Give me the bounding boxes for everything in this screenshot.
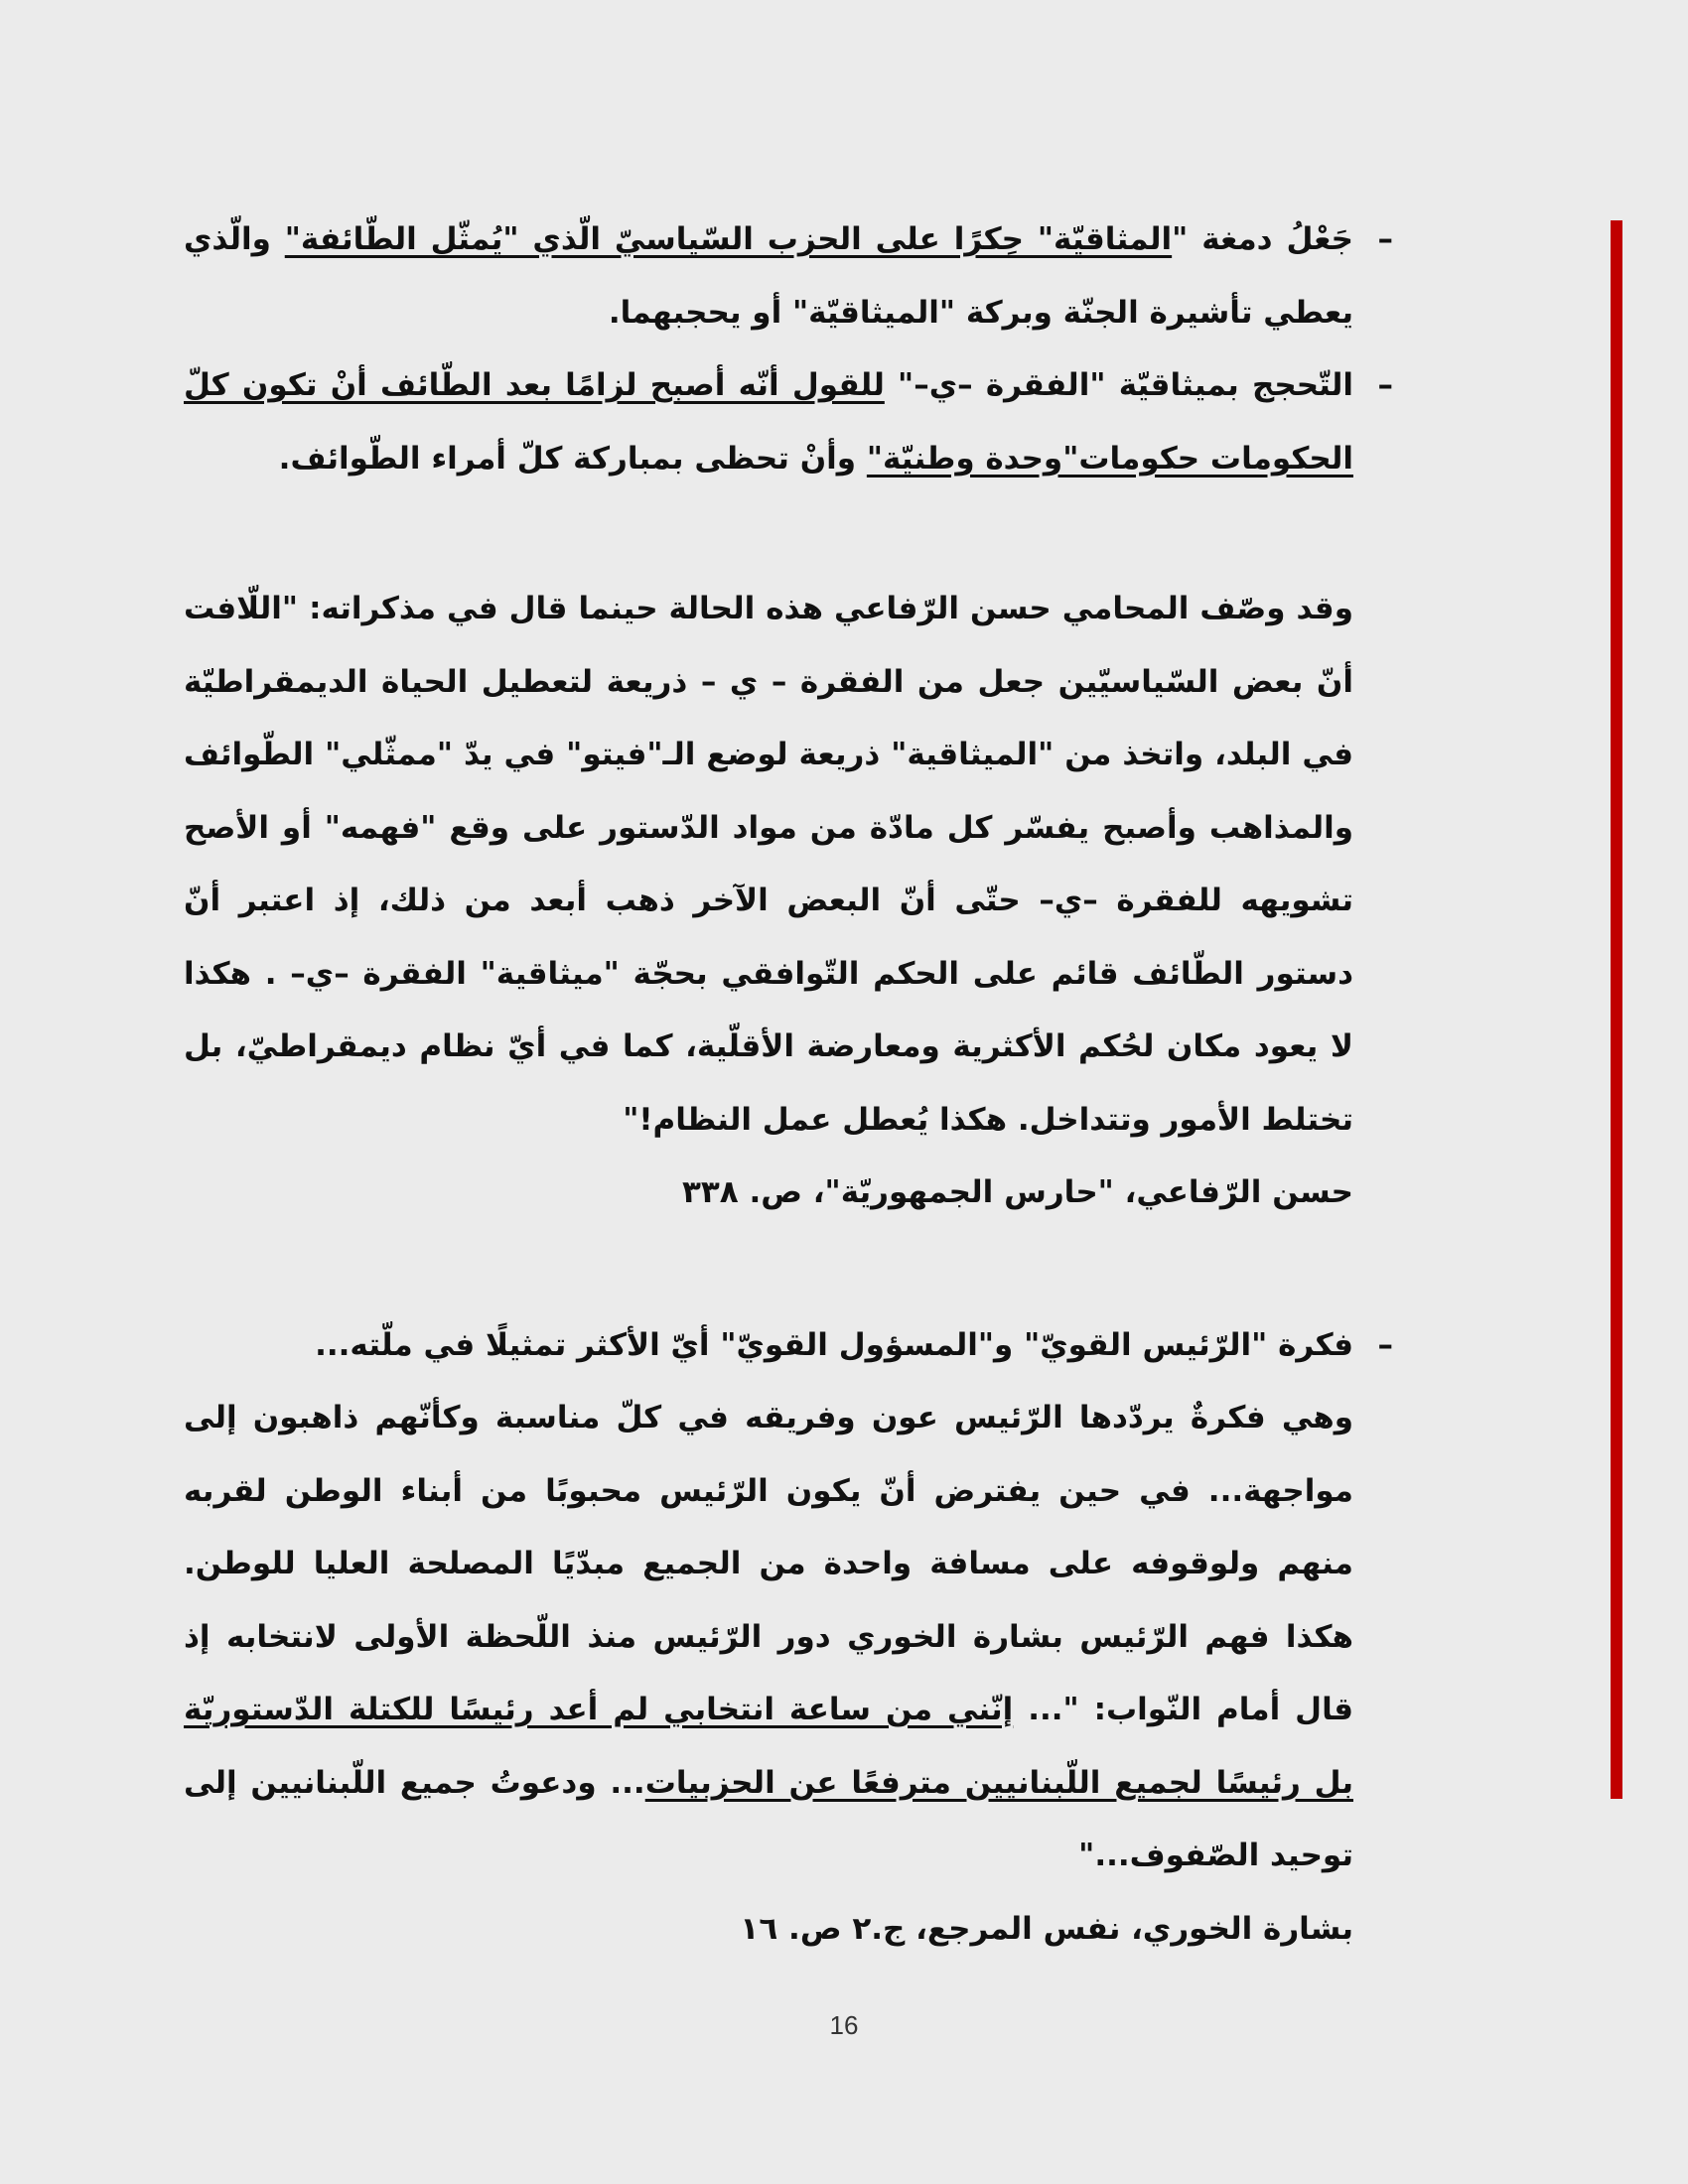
page-number: 16 bbox=[829, 2010, 859, 2040]
margin-red-rule bbox=[1611, 220, 1622, 1799]
paragraph-text-start: وهي فكرةٌ يردّدها الرّئيس عون وفريقه في كلّ مناسبة وكأنّهم ذاهبون إلى مواجهة... في حين يفترض أنّ يكون الرّئيس محبوبًا من أبناء الوطن لقربه منهم ولوقوفه على مسافة واحدة من الجميع مبدّيًا المصلحة العليا للوطن. هكذا فهم الرّئيس بشارة الخوري دور الرّئيس منذ اللّحظة الأولى لانتخابه إذ قال أمام النّواب: "... bbox=[184, 1400, 1354, 1727]
bullet-text: فكرة "الرّئيس القويّ" و"المسؤول القويّ" أيّ الأكثر تمثيلًا في ملّته... bbox=[315, 1326, 1353, 1363]
khoury-paragraph bbox=[184, 1382, 1353, 1893]
bullet-dash: – bbox=[1377, 1326, 1393, 1363]
bullet-text-start: جَعْلُ دمغة " bbox=[1172, 221, 1353, 257]
bullet-dash: – bbox=[1377, 221, 1393, 257]
bullet-text-start: التّحجج بميثاقيّة "الفقرة –ي–" bbox=[884, 367, 1353, 403]
rifai-citation: حسن الرّفاعي، "حارس الجمهوريّة"، ص. ٣٣٨ bbox=[681, 1174, 1353, 1210]
paragraph-text-end: ... ودعوتُ جميع اللّبنانيين إلى توحيد الصّفوف..." bbox=[184, 1764, 1353, 1873]
body-text-column bbox=[184, 204, 1393, 1966]
rifai-quote-paragraph: وقد وصّف المحامي حسن الرّفاعي هذه الحالة حينما قال في مذكراته: "اللّافت أنّ بعض السّياسيّين جعل من الفقرة – ي – ذريعة لتعطيل الحياة الديمقراطيّة في البلد، واتخذ من "الميثاقية" ذريعة لوضع الـ"فيتو" في يدّ "ممثّلي" الطّوائف والمذاهب وأصبح يفسّر كل مادّة من مواد الدّستور على وقع "فهمه" أو الأصح تشويهه للفقرة –ي– حتّى أنّ البعض الآخر ذهب أبعد من ذلك، إذ اعتبر أنّ دستور الطّائف قائم على الحكم التّوافقي بحجّة "ميثاقية" الفقرة –ي– . هكذا لا يعود مكان لحُكم الأكثرية ومعارضة الأقلّية، كما في أيّ نظام ديمقراطيّ، بل تختلط الأمور وتتداخل. هكذا يُعطل عمل النظام!" bbox=[184, 591, 1353, 1138]
paragraph-spacer bbox=[184, 1230, 1353, 1309]
bullet-item-paragraph-y bbox=[184, 349, 1393, 495]
paragraph-underlined-quote: إنّني من ساعة انتخابي لم أعد رئيسًا للكتلة الدّستوريّة بل رئيسًا لجميع اللّبنانيين مترفعًا عن الحزبيات bbox=[184, 1692, 1353, 1801]
bullet-underlined-text: للقول أنّه أصبح لزامًا بعد الطّائف أنْ تكون كلّ الحكومات حكومات"وحدة وطنيّة" bbox=[184, 367, 1353, 477]
bullet-underlined-text: المثاقيّة" حِكرًا على الحزب السّياسيّ الّذي "يُمثّل الطّائفة" bbox=[284, 221, 1173, 257]
khoury-citation: بشارة الخوري، نفس المرجع، ج.٢ ص. ١٦ bbox=[740, 1910, 1353, 1947]
bullet-item-strong-president bbox=[184, 1309, 1393, 1383]
bullet-item-mithaqiya-stamp bbox=[184, 204, 1393, 349]
bullet-text-end: وأنْ تحظى بمباركة كلّ أمراء الطّوائف. bbox=[278, 440, 867, 477]
paragraph-spacer bbox=[184, 495, 1353, 573]
bullet-text-end: والّذي يعطي تأشيرة الجنّة وبركة "الميثاقيّة" أو يحجبهما. bbox=[184, 221, 1353, 331]
bullet-dash: – bbox=[1377, 367, 1393, 403]
